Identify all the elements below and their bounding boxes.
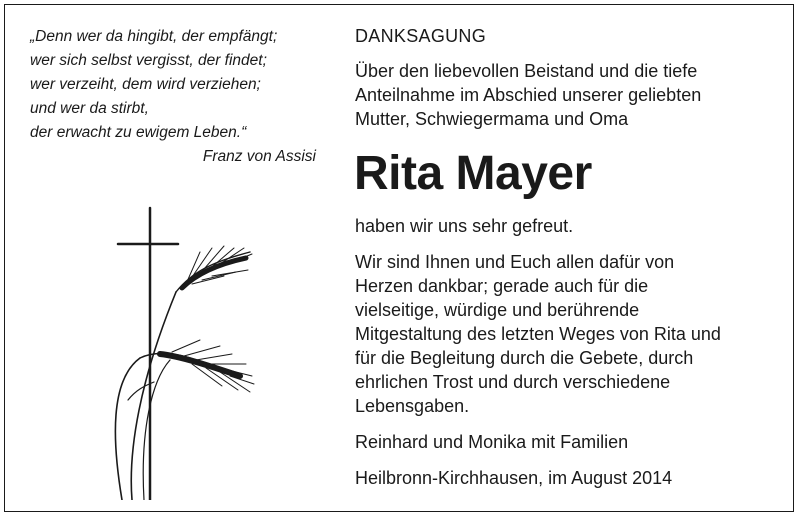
after-name-text: haben wir uns sehr gefreut. [355, 216, 574, 236]
quote-line: „Denn wer da hingibt, der empfängt; [30, 28, 278, 45]
cross-with-wheat-icon [100, 200, 260, 500]
quote-author: Franz von Assisi [202, 148, 316, 165]
thanks-line: vielseitige, würdige und berührende [355, 300, 640, 320]
thanks-line: für die Begleitung durch die Gebete, durch [355, 348, 694, 368]
notice-heading: DANKSAGUNG [355, 26, 487, 46]
intro-line: Mutter, Schwiegermama und Oma [355, 109, 629, 129]
quote-line: wer sich selbst vergisst, der findet; [30, 52, 267, 69]
intro-line: Anteilnahme im Abschied unserer geliebten [355, 85, 702, 105]
thanks-line: Lebensgaben. [355, 396, 470, 416]
quote-line: der erwacht zu ewigem Leben.“ [30, 124, 247, 141]
quote-line: wer verzeiht, dem wird verziehen; [30, 76, 261, 93]
signature: Reinhard und Monika mit Familien [355, 432, 629, 452]
quote-block [30, 25, 322, 169]
thanks-line: Mitgestaltung des letzten Weges von Rita und [355, 324, 721, 344]
thanks-paragraph [355, 250, 785, 418]
intro-line: Über den liebevollen Beistand und die tiefe [355, 61, 698, 81]
thanks-line: ehrlichen Trost und durch verschiedene [355, 372, 671, 392]
thanks-line: Wir sind Ihnen und Euch allen dafür von [355, 252, 675, 272]
place-date: Heilbronn-Kirchhausen, im August 2014 [355, 468, 673, 488]
thanks-line: Herzen dankbar; gerade auch für die [355, 276, 649, 296]
thanks-block [355, 214, 785, 502]
deceased-name: Rita Mayer [354, 147, 592, 200]
quote-line: und wer da stirbt, [30, 100, 149, 117]
intro-block [355, 24, 775, 131]
